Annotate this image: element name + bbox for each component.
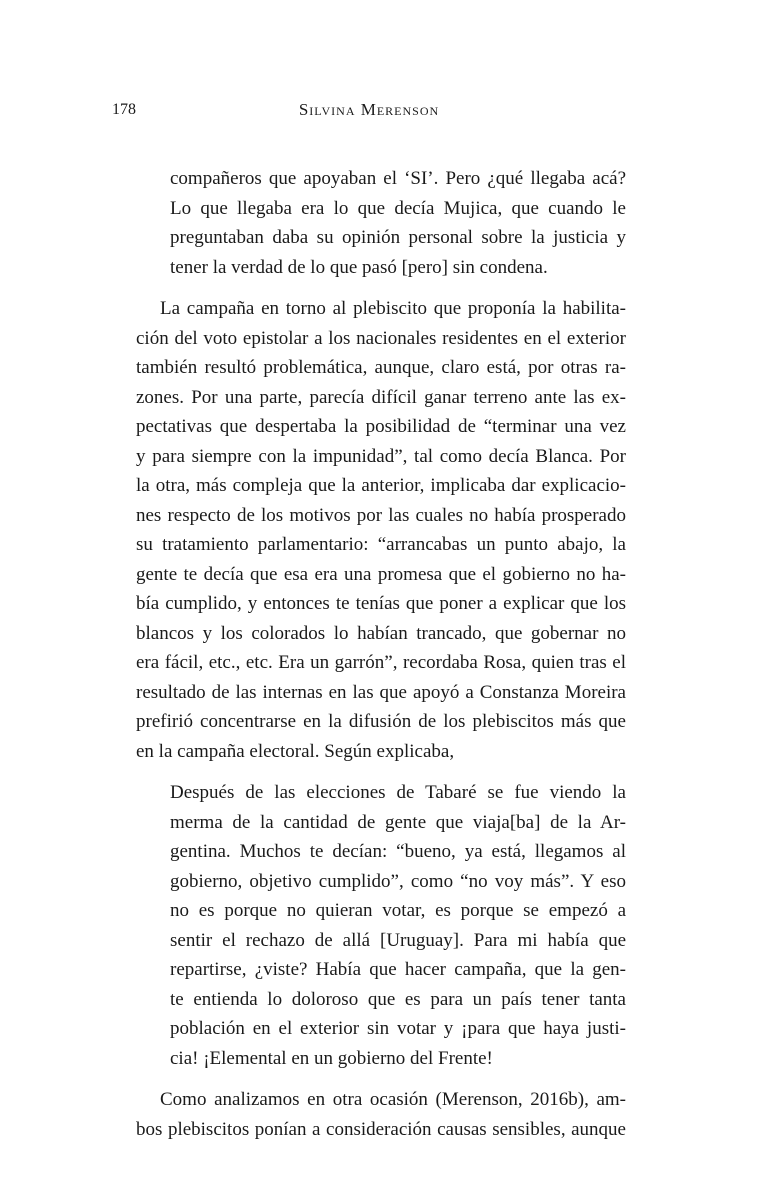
text-line: y para siempre con la impunidad”, tal como decía Blanca. Por	[136, 445, 626, 467]
text-line: su tratamiento parlamentario: “arrancabas un punto abajo, la	[136, 534, 626, 555]
text-line: bía cumplido, y entonces te tenías que poner a explicar que los	[136, 593, 626, 614]
text-line: bos plebiscitos ponían a consideración causas sensibles, aunque	[136, 1118, 626, 1140]
text-line: gentina. Muchos te decían: “bueno, ya está, llegamos al	[170, 841, 626, 862]
text-line: Después de las elecciones de Tabaré se fue viendo la	[170, 782, 626, 803]
text-line: prefirió concentrarse en la difusión de los plebiscitos más que	[136, 711, 626, 732]
text-line: pectativas que despertaba la posibilidad de “terminar una vez	[136, 416, 626, 437]
spacer	[112, 766, 626, 778]
text-line: cia! ¡Elemental en un gobierno del Frente!	[170, 1047, 493, 1069]
text-line: gente te decía que esa era una promesa que el gobierno no ha-	[136, 563, 626, 585]
text-line: ción del voto epistolar a los nacionales residentes en el exterior	[136, 327, 626, 349]
text-line: merma de la cantidad de gente que viaja[ba] de la Ar-	[170, 811, 626, 833]
text-line: gobierno, objetivo cumplido”, como “no voy más”. Y eso	[170, 870, 626, 892]
text-line: era fácil, etc., etc. Era un garrón”, recordaba Rosa, quien tras el	[136, 652, 626, 673]
text-line: población en el exterior sin votar y ¡para que haya justi-	[170, 1018, 626, 1039]
spacer	[112, 282, 626, 294]
text-line: blancos y los colorados lo habían trancado, que gobernar no	[136, 622, 626, 644]
text-line: la otra, más compleja que la anterior, implicaba dar explicacio-	[136, 475, 626, 496]
paragraph-1	[112, 294, 626, 766]
text-line: no es porque no quieran votar, es porque se empezó a	[170, 900, 626, 921]
page-number: 178	[112, 101, 136, 118]
text-line: te entienda lo doloroso que es para un país tener tanta	[170, 988, 626, 1010]
spacer	[112, 1073, 626, 1085]
block-quote-2	[112, 778, 626, 1073]
text-line: La campaña en torno al plebiscito que proponía la habilita-	[160, 298, 626, 319]
text-line: resultado de las internas en las que apoyó a Constanza Moreira	[136, 681, 626, 703]
text-line: preguntaban daba su opinión personal sobre la justicia y	[170, 227, 626, 248]
body-text	[112, 164, 626, 1144]
block-quote-1	[112, 164, 626, 282]
text-line: Lo que llegaba era lo que decía Mujica, que cuando le	[170, 197, 626, 219]
text-line: también resultó problemática, aunque, claro está, por otras ra-	[136, 357, 626, 378]
text-line: tener la verdad de lo que pasó [pero] sin condena.	[170, 256, 548, 278]
text-line: repartirse, ¿viste? Había que hacer campaña, que la gen-	[170, 959, 626, 980]
running-title: Silvina Merenson	[298, 100, 440, 119]
paragraph-2	[112, 1085, 626, 1144]
text-line: en la campaña electoral. Según explicaba,	[136, 740, 455, 762]
running-head	[112, 98, 626, 122]
text-line: sentir el rechazo de allá [Uruguay]. Para mi había que	[170, 929, 626, 951]
text-line: Como analizamos en otra ocasión (Merenson, 2016b), am-	[160, 1089, 626, 1110]
text-line: nes respecto de los motivos por las cuales no había prosperado	[136, 504, 626, 526]
text-line: compañeros que apoyaban el ‘SI’. Pero ¿qué llegaba acá?	[170, 168, 626, 189]
text-line: zones. Por una parte, parecía difícil ganar terreno ante las ex-	[136, 386, 626, 408]
